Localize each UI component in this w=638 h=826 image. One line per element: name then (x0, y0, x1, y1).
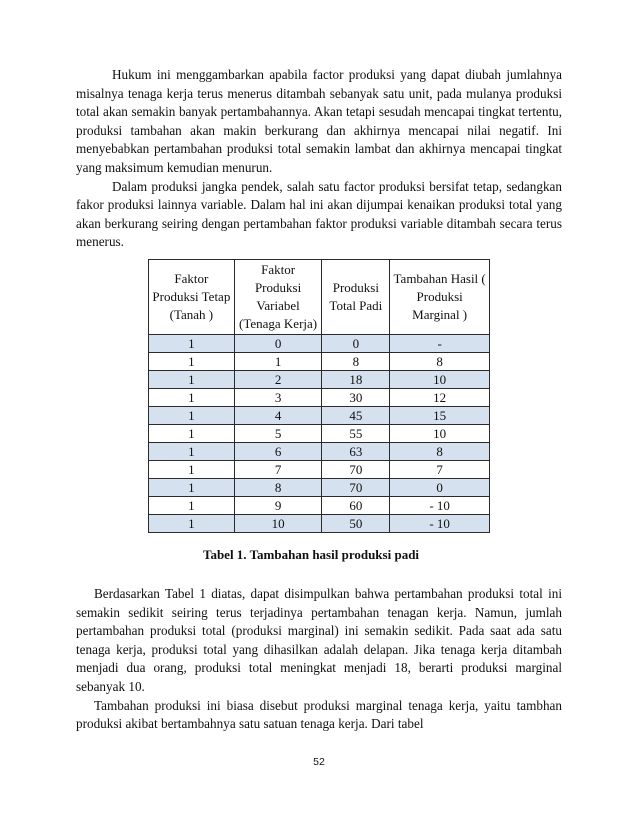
table-cell: 70 (322, 478, 390, 496)
table-row (149, 370, 490, 388)
table-header-row (149, 259, 490, 334)
table-cell: 10 (390, 370, 490, 388)
table-cell: 60 (322, 496, 390, 514)
header-fixed-factor: Faktor Produksi Tetap (Tanah ) (149, 259, 235, 334)
table-cell: 0 (322, 334, 390, 352)
table-caption: Tabel 1. Tambahan hasil produksi padi (202, 546, 420, 562)
table-cell: 1 (149, 514, 235, 532)
table-cell: 1 (149, 424, 235, 442)
table-cell: 2 (234, 370, 322, 388)
table-row (149, 442, 490, 460)
table-cell: 9 (234, 496, 322, 514)
paragraph-short-term-production: Dalam produksi jangka pendek, salah satu factor produksi bersifat tetap, sedangkan fakor produksi lainnya variable. Dalam hal ini akan dijumpai kenaikan produksi total yang akan berkurang seiring dengan pertambahan faktor produksi variable ditambah secara terus menerus. (76, 178, 562, 250)
table-cell: 6 (234, 442, 322, 460)
page-number: 52 (313, 756, 325, 768)
table-row (149, 424, 490, 442)
table-cell: 18 (322, 370, 390, 388)
table-cell: 15 (390, 406, 490, 424)
table-cell: 7 (234, 460, 322, 478)
table-cell: - (390, 334, 490, 352)
table-cell: 1 (149, 370, 235, 388)
table-cell: 1 (234, 352, 322, 370)
table-cell: 1 (149, 334, 235, 352)
table-row (149, 352, 490, 370)
table-cell: 12 (390, 388, 490, 406)
table-cell: 70 (322, 460, 390, 478)
table-cell: 1 (149, 406, 235, 424)
table-cell: 10 (234, 514, 322, 532)
table-cell: 10 (390, 424, 490, 442)
table-cell: 1 (149, 460, 235, 478)
table-cell: 1 (149, 352, 235, 370)
paragraph-table-conclusion: Berdasarkan Tabel 1 diatas, dapat disimpulkan bahwa pertambahan produksi total ini semakin sedikit seiring terus terjadinya pertambahan tenagan kerja. Namun, jumlah pertambahan produksi total (produksi marginal) ini semakin sedikit. Pada saat ada satu tenaga kerja, produksi total yang dihasilkan adalah delapan. Jika tenaga kerja ditambah menjadi dua orang, produksi total meningkat menjadi 18, berarti produksi marginal sebanyak 10. (76, 585, 562, 694)
table-row (149, 388, 490, 406)
table-cell: 4 (234, 406, 322, 424)
table-cell: 55 (322, 424, 390, 442)
table-cell: 1 (149, 496, 235, 514)
production-table (148, 259, 490, 533)
table-cell: 8 (390, 442, 490, 460)
table-cell: - 10 (390, 496, 490, 514)
production-table-wrapper (148, 259, 490, 533)
table-cell: 50 (322, 514, 390, 532)
header-total-production: Produksi Total Padi (322, 259, 390, 334)
table-row (149, 460, 490, 478)
table-cell: 8 (322, 352, 390, 370)
table-cell: - 10 (390, 514, 490, 532)
table-row (149, 514, 490, 532)
table-cell: 5 (234, 424, 322, 442)
table-cell: 0 (390, 478, 490, 496)
table-cell: 1 (149, 478, 235, 496)
header-marginal-production: Tambahan Hasil ( Produksi Marginal ) (390, 259, 490, 334)
document-page (76, 66, 562, 734)
paragraph-law-description: Hukum ini menggambarkan apabila factor produksi yang dapat diubah jumlahnya misalnya tenaga kerja terus menerus ditambah sebanyak satu unit, pada mulanya produksi total akan semakin banyak pertambahannya. Akan tetapi sesudah mencapai tingkat tertentu, produksi tambahan akan makin berkurang dan akhirnya mencapai nilai negatif. Ini menyebabkan pertambahan produksi total semakin lambat dan akhirnya mencapai tingkat yang maksimum kemudian menurun. (76, 67, 562, 175)
table-cell: 63 (322, 442, 390, 460)
table-cell: 1 (149, 388, 235, 406)
table-cell: 8 (390, 352, 490, 370)
table-row (149, 406, 490, 424)
table-cell: 30 (322, 388, 390, 406)
table-cell: 0 (234, 334, 322, 352)
table-cell: 3 (234, 388, 322, 406)
table-row (149, 478, 490, 496)
header-variable-factor: Faktor Produksi Variabel (Tenaga Kerja) (234, 259, 322, 334)
table-cell: 8 (234, 478, 322, 496)
table-cell: 45 (322, 406, 390, 424)
paragraph-marginal-definition: Tambahan produksi ini biasa disebut produksi marginal tenaga kerja, yaitu tambhan produksi akibat bertambahnya satu satuan tenaga kerja. Dari tabel (76, 697, 562, 732)
table-cell: 7 (390, 460, 490, 478)
table-cell: 1 (149, 442, 235, 460)
table-row (149, 496, 490, 514)
table-row (149, 334, 490, 352)
